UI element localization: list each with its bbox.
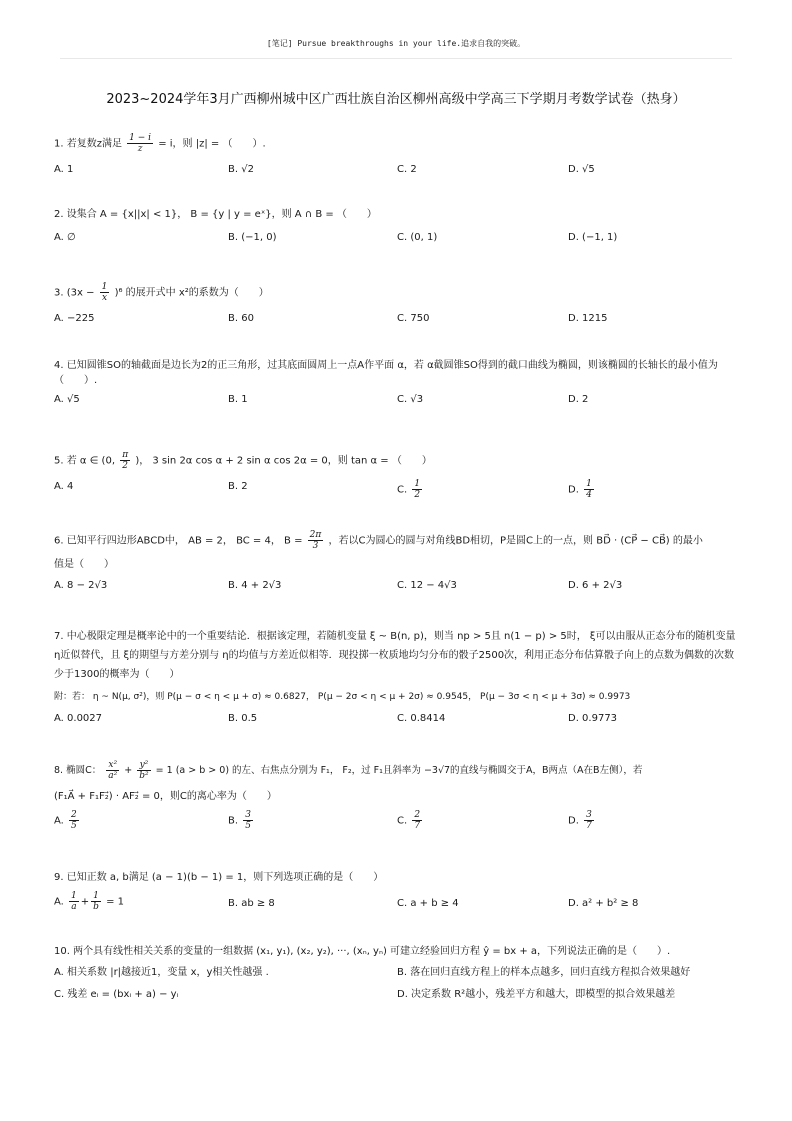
q7-option-d[interactable]: D. 0.9773	[568, 713, 618, 724]
q1-option-b[interactable]: B. √2	[228, 164, 254, 175]
question-10-options-row2	[54, 987, 744, 1003]
q5-c-num: 1	[414, 479, 421, 489]
question-8-options	[54, 810, 744, 834]
q1-stem-pre: 1. 若复数z满足	[54, 138, 122, 150]
q8-fx-num: x²	[106, 760, 119, 771]
q6-stem-post: ，若以C为圆心的圆与对角线BD相切，P是圆C上的一点，则 BD⃗ · (CP⃗ − CB⃗) 的最小	[328, 535, 703, 547]
q8-option-d[interactable]	[568, 810, 596, 831]
question-7-note: 附：若： η ~ N(μ, σ²)，则 P(μ − σ < η < μ + σ) ≈ 0.6827， P(μ − 2σ < η < μ + 2σ) ≈ 0.9545， P(μ − 3σ < η < μ + 3σ) ≈ 0.9973	[54, 692, 631, 702]
q8-option-c[interactable]	[397, 810, 424, 831]
q1-fraction	[127, 133, 153, 154]
q10-option-a[interactable]: A. 相关系数 |r|越接近1，变量 x，y相关性越强 .	[54, 967, 269, 978]
q3-frac-den: x	[101, 293, 108, 303]
header-banner: [笔记] Pursue breakthroughs in your life.追求自我的突破。	[266, 39, 526, 48]
q6-option-c[interactable]: C. 12 − 4√3	[397, 580, 457, 591]
q6-option-d[interactable]: D. 6 + 2√3	[568, 580, 623, 591]
q4-option-c[interactable]: C. √3	[397, 394, 424, 405]
q8-option-a[interactable]	[54, 810, 81, 831]
header-divider	[60, 58, 732, 59]
question-1-stem	[54, 133, 744, 154]
q5-fraction	[120, 450, 130, 471]
q9-a-n1: 1	[71, 891, 77, 901]
q3-option-a[interactable]: A. −225	[54, 313, 95, 324]
question-10	[54, 944, 744, 1003]
q8-option-c-label: C.	[397, 815, 408, 827]
q4-option-a[interactable]: A. √5	[54, 394, 80, 405]
question-6-stem	[54, 530, 744, 551]
question-7-stem: 7. 中心极限定理是概率论中的一个重要结论．根据该定理，若随机变量 ξ ~ B(n, p)，则当 np > 5且 n(1 − p) > 5时， ξ可以由服从正态分布的随机变量 η近似替代，且 ξ的期望与方差分别与 η的均值与方差近似相等．现投掷一枚质地均匀分布的骰子2500次，利用正态分布估算骰子向上的点数为偶数的次数少于1300的概率为（ ）	[54, 631, 736, 680]
q8-a-den: 5	[71, 821, 77, 831]
q8-fraction-x	[106, 760, 119, 781]
q8-a-num: 2	[71, 810, 77, 820]
question-4-stem: 4. 已知圆锥SO的轴截面是边长为2的正三角形，过其底面圆周上一点A作平面 α，若 α截圆锥SO得到的截口曲线为椭圆，则该椭圆的长轴长的最小值为（ ）.	[54, 360, 718, 386]
q8-d-num: 3	[586, 810, 592, 820]
q1-frac-den: z	[137, 144, 143, 154]
q5-option-b[interactable]: B. 2	[228, 481, 248, 492]
q5-stem-pre: 5. 若 α ∈ (0,	[54, 455, 116, 467]
exam-title: 2023~2024学年3月广西柳州城中区广西壮族自治区柳州高级中学高三下学期月考数学试卷（热身）	[106, 92, 686, 107]
question-4	[54, 358, 744, 408]
q8-b-den: 5	[245, 821, 251, 831]
q8-option-a-label: A.	[54, 815, 64, 827]
question-5	[54, 450, 744, 501]
q10-option-c[interactable]: C. 残差 eᵢ = (bxᵢ + a) − yᵢ	[54, 989, 179, 1000]
question-3-stem	[54, 282, 744, 303]
question-3	[54, 282, 744, 327]
q3-option-c[interactable]: C. 750	[397, 313, 430, 324]
question-5-stem	[54, 450, 744, 471]
question-9-options	[54, 891, 744, 915]
q1-option-c[interactable]: C. 2	[397, 164, 417, 175]
q6-fraction	[308, 530, 324, 551]
question-10-stem: 10. 两个具有线性相关关系的变量的一组数据 (x₁, y₁), (x₂, y₂), ···, (xₙ, yₙ) 可建立经验回归方程 ŷ = bx + a，下列说法正确的是（ ）.	[54, 946, 671, 957]
q5-option-a[interactable]: A. 4	[54, 481, 74, 492]
q7-option-c[interactable]: C. 0.8414	[397, 713, 446, 724]
q2-option-c[interactable]: C. (0, 1)	[397, 232, 438, 243]
q8-option-d-fraction	[584, 810, 594, 831]
question-2-stem: 2. 设集合 A = {x||x| < 1}， B = {y | y = eˣ}，则 A ∩ B = （ ）	[54, 209, 377, 220]
q8-option-c-fraction	[412, 810, 422, 831]
q8-d-den: 7	[586, 821, 592, 831]
q2-option-b[interactable]: B. (−1, 0)	[228, 232, 277, 243]
q10-option-d[interactable]: D. 决定系数 R²越小，残差平方和越大，即模型的拟合效果越差	[397, 989, 676, 1000]
q8-c-den: 7	[414, 821, 421, 831]
question-2-options	[54, 230, 744, 246]
q8-fy-num: y²	[137, 760, 150, 771]
question-5-options	[54, 479, 744, 501]
q6-frac-num: 2π	[309, 530, 322, 540]
q10-option-b[interactable]: B. 落在回归直线方程上的样本点越多，回归直线方程拟合效果越好	[397, 967, 691, 978]
q3-option-d[interactable]: D. 1215	[568, 313, 608, 324]
q8-fy-den: b²	[139, 771, 149, 781]
question-6-stem-line2: 值是（ ）	[54, 559, 114, 570]
q1-option-d[interactable]: D. √5	[568, 164, 595, 175]
q5-d-den: 4	[586, 490, 592, 500]
q9-a-post: = 1	[106, 896, 125, 908]
q8-b-num: 3	[245, 810, 251, 820]
q9-a-fraction-2	[91, 891, 101, 912]
q8-c-num: 2	[414, 810, 421, 820]
q8-fraction-y	[137, 760, 150, 781]
question-7-options	[54, 709, 744, 725]
q9-a-fraction-1	[69, 891, 79, 912]
q9-option-a-label: A.	[54, 896, 64, 908]
question-6-options	[54, 578, 744, 594]
q7-option-a[interactable]: A. 0.0027	[54, 713, 103, 724]
q6-stem-pre: 6. 已知平行四边形ABCD中， AB = 2， BC = 4， B =	[54, 535, 303, 547]
q3-stem-pre: 3. (3x −	[54, 287, 95, 299]
q8-option-b[interactable]	[228, 810, 255, 831]
q2-option-a[interactable]: A. ∅	[54, 232, 76, 243]
q8-plus: +	[124, 765, 133, 776]
q7-option-b[interactable]: B. 0.5	[228, 713, 258, 724]
q5-option-d[interactable]	[568, 479, 596, 500]
q4-option-b[interactable]: B. 1	[228, 394, 248, 405]
question-7	[54, 627, 744, 725]
q8-stem-pre: 8. 椭圆C：	[54, 765, 102, 776]
q5-option-d-fraction	[584, 479, 594, 500]
q3-frac-num: 1	[101, 282, 108, 292]
q5-option-c-fraction	[412, 479, 422, 500]
question-6	[54, 530, 744, 594]
q5-d-num: 1	[586, 479, 592, 489]
question-4-options	[54, 392, 744, 408]
q5-frac-den: 2	[122, 461, 129, 471]
q9-a-plus: +	[80, 896, 90, 908]
q9-a-d2: b	[93, 902, 99, 912]
q9-a-d1: a	[71, 902, 77, 912]
q6-option-b[interactable]: B. 4 + 2√3	[228, 580, 282, 591]
question-1	[54, 133, 744, 178]
q5-option-d-label: D.	[568, 484, 579, 496]
q9-option-a[interactable]	[54, 891, 124, 912]
q1-frac-num: 1 − i	[129, 133, 152, 143]
q5-frac-num: π	[122, 450, 129, 460]
q9-option-b[interactable]: B. ab ≥ 8	[228, 898, 275, 909]
question-8-stem	[54, 760, 744, 781]
q1-stem-post: = i，则 |z| = （ ）.	[158, 138, 266, 150]
q9-a-n2: 1	[91, 891, 101, 902]
q9-option-c[interactable]: C. a + b ≥ 4	[397, 898, 459, 909]
q8-option-d-label: D.	[568, 815, 579, 827]
q5-option-c[interactable]	[397, 479, 424, 500]
question-8-stem-line2: (F₁A⃗ + F₁F₂⃗) · AF₂⃗ = 0，则C的离心率为（ ）	[54, 791, 277, 802]
q5-stem-post: )， 3 sin 2α cos α + 2 sin α cos 2α = 0，则 tan α = （ ）	[135, 455, 432, 467]
q8-stem-post: = 1 (a > b > 0) 的左、右焦点分别为 F₁， F₂，过 F₁且斜率为 −3√7的直线与椭圆交于A，B两点（A在B左侧），若	[155, 765, 643, 776]
question-10-options-row1	[54, 965, 744, 981]
q6-option-a[interactable]: A. 8 − 2√3	[54, 580, 108, 591]
question-1-options	[54, 162, 744, 178]
q6-frac-den: 3	[312, 541, 319, 551]
q1-option-a[interactable]: A. 1	[54, 164, 74, 175]
q8-fx-den: a²	[108, 771, 118, 781]
q3-stem-post: )⁶ 的展开式中 x²的系数为（ ）	[114, 287, 269, 299]
q3-fraction	[100, 282, 110, 303]
q5-option-c-label: C.	[397, 484, 408, 496]
q9-option-d[interactable]: D. a² + b² ≥ 8	[568, 898, 639, 909]
q2-option-d[interactable]: D. (−1, 1)	[568, 232, 618, 243]
q8-option-b-fraction	[243, 810, 253, 831]
question-2	[54, 207, 744, 246]
question-9	[54, 870, 744, 915]
q5-c-den: 2	[414, 490, 421, 500]
question-3-options	[54, 311, 744, 327]
q8-option-a-fraction	[69, 810, 79, 831]
q4-option-d[interactable]: D. 2	[568, 394, 589, 405]
q3-option-b[interactable]: B. 60	[228, 313, 254, 324]
question-8	[54, 760, 744, 834]
question-9-stem: 9. 已知正数 a, b满足 (a − 1)(b − 1) = 1，则下列选项正确的是（ ）	[54, 872, 384, 883]
q8-option-b-label: B.	[228, 815, 239, 827]
